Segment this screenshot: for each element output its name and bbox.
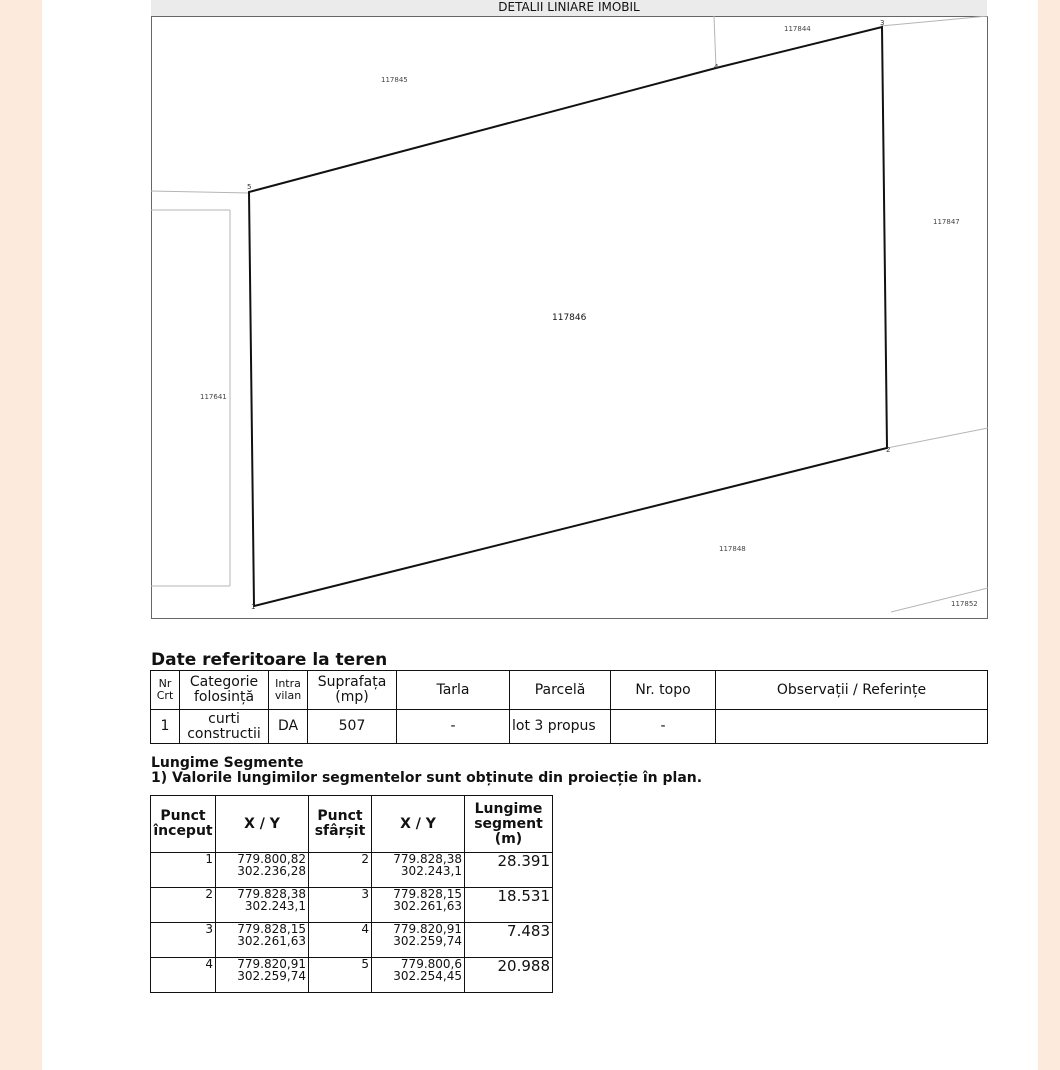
segment-xy-start: [216, 853, 309, 888]
segment-length: 28.391: [465, 853, 553, 888]
segment-y-start: 302.261,63: [237, 934, 306, 948]
segment-end: 5: [309, 958, 372, 993]
segment-row: [151, 888, 553, 923]
segment-start: 3: [151, 923, 216, 958]
segment-x-end: 779.820,91: [393, 922, 462, 936]
th-end: Punct sfârșit: [309, 796, 372, 853]
vertex-label-2: 2: [886, 446, 891, 454]
segment-length: 20.988: [465, 958, 553, 993]
segment-x-start: 779.828,15: [237, 922, 306, 936]
teren-table: [150, 670, 988, 744]
segment-end: 2: [309, 853, 372, 888]
th-length-label: Lungime segment (m): [474, 800, 543, 847]
segment-xy-end: [372, 923, 465, 958]
teren-header-row: [151, 671, 988, 710]
parcel-label-main: 117846: [552, 313, 587, 323]
th-length: [465, 796, 553, 853]
vertex-label-5: 5: [247, 183, 252, 191]
segment-start: 1: [151, 853, 216, 888]
segment-row: [151, 958, 553, 993]
vertex-label-1: 1: [251, 603, 256, 611]
segment-xy-end: [372, 888, 465, 923]
parcel-label-south-east: 117852: [951, 600, 978, 608]
segment-xy-start: [216, 958, 309, 993]
plan-header: DETALII LINIARE IMOBIL: [151, 0, 987, 17]
parcel-label-east: 117847: [933, 218, 960, 226]
segments-note: 1) Valorile lungimilor segmentelor sunt obținute din proiecție în plan.: [151, 770, 703, 786]
segment-row: [151, 853, 553, 888]
segments-header-row: [151, 796, 553, 853]
segment-x-start: 779.800,82: [237, 852, 306, 866]
vertex-label-4: 4: [714, 63, 719, 71]
segment-start: 2: [151, 888, 216, 923]
segment-row: [151, 923, 553, 958]
td-observatii: [716, 710, 988, 744]
segment-x-start: 779.820,91: [237, 957, 306, 971]
segments-title: Lungime Segmente: [151, 755, 304, 771]
parcel-label-south: 117848: [719, 545, 746, 553]
segment-x-start: 779.828,38: [237, 887, 306, 901]
segment-x-end: 779.800,6: [400, 957, 462, 971]
segment-x-end: 779.828,38: [393, 852, 462, 866]
segment-xy-end: [372, 958, 465, 993]
td-intravilan: DA: [269, 710, 308, 744]
td-nr-topo: -: [611, 710, 716, 744]
segment-y-end: 302.254,45: [393, 969, 462, 983]
segment-y-start: 302.259,74: [237, 969, 306, 983]
segment-length: 18.531: [465, 888, 553, 923]
th-suprafata: Suprafața (mp): [308, 671, 397, 710]
segment-length: 7.483: [465, 923, 553, 958]
segment-y-end: 302.259,74: [393, 934, 462, 948]
document-page: [42, 0, 1038, 1070]
td-categorie: curti constructii: [180, 710, 269, 744]
th-xy-end: X / Y: [372, 796, 465, 853]
teren-data-row: [151, 710, 988, 744]
th-tarla: Tarla: [397, 671, 510, 710]
segments-body: [151, 853, 553, 993]
parcel-label-north: 117845: [381, 76, 408, 84]
segment-y-end: 302.261,63: [393, 899, 462, 913]
th-observatii: Observații / Referințe: [716, 671, 988, 710]
segment-x-end: 779.828,15: [393, 887, 462, 901]
th-nr-topo: Nr. topo: [611, 671, 716, 710]
td-tarla: -: [397, 710, 510, 744]
segment-y-start: 302.243,1: [244, 899, 306, 913]
segment-xy-end: [372, 853, 465, 888]
segment-start: 4: [151, 958, 216, 993]
segment-y-start: 302.236,28: [237, 864, 306, 878]
segment-xy-start: [216, 888, 309, 923]
td-parcela: lot 3 propus: [510, 710, 611, 744]
teren-section-title: Date referitoare la teren: [151, 650, 388, 670]
th-intravilan: Intra vilan: [269, 671, 308, 710]
td-nr-crt: 1: [151, 710, 180, 744]
segment-end: 3: [309, 888, 372, 923]
parcel-label-west: 117641: [200, 393, 227, 401]
parcel-label-north-east: 117844: [784, 25, 811, 33]
segments-table: [150, 795, 553, 993]
th-start: Punct început: [151, 796, 216, 853]
td-suprafata: 507: [308, 710, 397, 744]
th-categorie: Categorie folosință: [180, 671, 269, 710]
th-parcela: Parcelă: [510, 671, 611, 710]
vertex-label-3: 3: [880, 19, 885, 27]
segments-title-block: [151, 756, 702, 786]
segment-y-end: 302.243,1: [400, 864, 462, 878]
th-nr-crt: Nr Crt: [151, 671, 180, 710]
segment-xy-start: [216, 923, 309, 958]
parcel-plan: [151, 16, 988, 619]
segment-end: 4: [309, 923, 372, 958]
th-xy-start: X / Y: [216, 796, 309, 853]
